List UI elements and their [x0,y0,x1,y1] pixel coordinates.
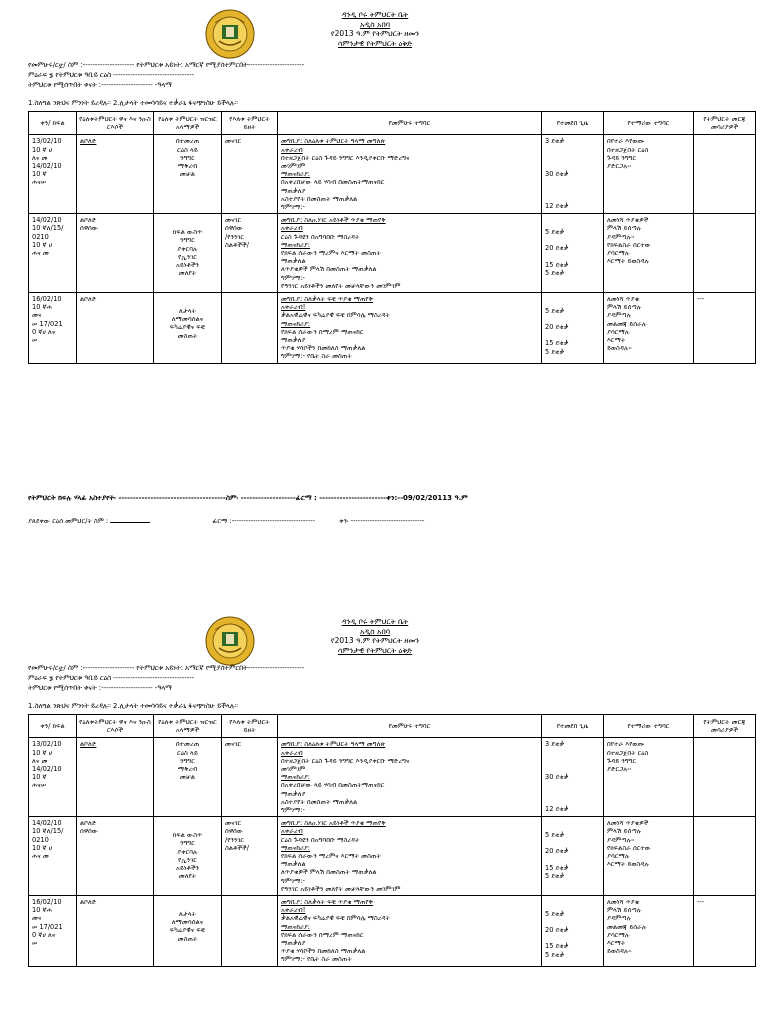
teacher-activity-line: ግምገማ:- [281,273,305,282]
teacher-activity-cell [278,214,542,293]
objective-line: አይነቶችን [176,864,199,873]
teacher-activity-line: መግቢያ: ስለዕለቱ ትምህርት ዓላማ መግለጽ [281,137,386,146]
objective-line: ያቀርባሉ [177,847,198,856]
objectives-cell [154,135,222,214]
objective-line: ማቅረብ [177,162,198,171]
objective-line: ርዕስ ላይ [177,145,198,154]
objective-line: ለታላት [178,910,197,919]
department-head-comment: የትምህርት ክፍሉ ሃላፊ አስተያየት፡ -------------------------------------ስም፡ -------------------ፊርማ : -----------------------ቀን:--09/02/20113 ዓ.ም [28,494,468,502]
city-name: አዲስ አበባ [359,19,391,29]
objective-line: 1.ስለግል ንጽህና ምንነት ይረዳሉ። 2.ሊታላት ተመሳሳይና ተቃራኒ ፋናጭነስሁ ይችላሉ። [28,99,238,107]
student-activity-line: ይወስዳሉ። [607,947,632,956]
topic-cell [77,135,154,214]
teacher-activity-line: ማጠናከሪያ: [281,240,311,249]
column-header: የተማሪው ተግባር [604,112,694,135]
objective-line: በተመረጠ [175,740,200,749]
objective-line: ማቅረብ [177,765,198,774]
date-line: ሐና መ [32,249,49,258]
teacher-activity-line: ግምገማ:- የቤት ስራ መስጠት [281,955,352,964]
aids-line: --- [697,295,705,304]
topic-cell [77,896,154,967]
student-activity-line: ያዳምጣሉ [607,914,632,923]
date-line: 10 ኛሐ [32,906,52,915]
objective-line: 1.ስለግል ንጽህና ምንነት ይረዳሉ። 2.ሊታላት ተመሳሳይና ተቃራኒ ፋናጭነስሁ ይችላሉ። [28,702,238,710]
teacher-activity-line: የክፍል ሰራውን በማረም ማጠናከር [281,327,364,336]
student-activity-line: ለመነሻ ጥያቄዎች [607,819,649,828]
table-row [29,738,756,817]
column-header: የትምህርት መርጃ መሳሪያዎች [694,715,756,738]
student-activity-line: ያሳርማሉ [607,852,630,861]
academic-year: የ2013 ዓ.ም የትምህርት ዘመን [330,29,420,39]
objective-line: ክፍል ውስጥ [172,228,203,237]
student-activity-line: እርማት [607,939,626,948]
objective-line: ለማመሳሰልና [171,918,204,927]
date-line: መና [32,914,42,923]
teacher-activity-line: ቃልአዊሬዊና ፍካሬያዊ ፍቺ በምሳሌ ማስረዳት [281,914,390,923]
student-activity-line: ያዳምጣሉ [607,311,632,320]
teacher-activity-line: አስተያየት በመስጠት ማጠቃለል [281,194,358,203]
date-line: 14/02/10 [32,216,62,225]
date-class-cell [29,896,77,967]
date-line: ሐና መ [32,852,49,861]
student-activity-line: መልመጃ ይሰራሉ [607,319,647,328]
objective-line: ንግግር [180,236,195,245]
column-header: የመምሁሩ ተግባር [278,112,542,135]
teacher-activity-line: መግቢያ: ስለዐ.ነገር አይነቶች ጥያቄ ማጠየቅ [281,216,386,225]
aids-cell [694,135,756,214]
teacher-activity-line: ማጠቃለያ [281,789,306,798]
week-line: ምዕራፍ ፮ የትምህርቱ ዓቢይ ርዕስ --------------------------------- [28,71,195,79]
time-line: 20 ደቂቃ [545,244,569,253]
objective-line: ንግግር [180,153,195,162]
teacher-activity-cell [278,817,542,896]
date-line: 10 ኛለ/15/ [32,224,64,233]
teacher-activity-line: ማጠናከሪያ: [281,319,311,328]
teacher-activity-line: ማጠቃለል [281,860,306,869]
student-activity-line: ያሳርማሉ [607,930,630,939]
column-header: ቀን/ ክፍል [29,112,77,135]
topic-cell [77,817,154,896]
principal-name-label: ያጸደቀው ርዕሰ መምህር/ት ስም : [28,517,109,525]
content-line: ሰዋሰው [225,224,244,233]
student-activity-line: እርማት ይወስዳሉ [607,257,650,266]
date-line: 0 ኛሀ ለና [32,930,56,939]
objective-line: በተመረጠ [175,137,200,146]
time-line: 30 ደቂቃ [545,169,569,178]
student-activity-line: ያሳርማሉ [607,249,630,258]
date-line: 16/02/10 [32,898,62,907]
objective-line: ፍካሬያዊና ፍቺ [169,323,206,332]
student-activity-line: ያድርጋሉ። [607,765,632,774]
table-row [29,293,756,364]
teacher-activity-line: ማጠናከሪያ: [281,773,311,782]
aids-cell [694,214,756,293]
teacher-activity-line: በአቀረበቻው ላይ ሃሳብ በመስጠትማጠናከር [281,781,385,790]
column-header: የእለቱ ትምህርት ይዘት [222,715,278,738]
student-activity-line: ምላሽ ይሰጣሉ [607,303,642,312]
teacher-activity-line: አቀራረብ [281,748,303,757]
student-activity-cell [604,817,694,896]
time-line: 20 ደቂቃ [545,926,569,935]
content-cell [222,135,278,214]
table-header-row [29,112,756,135]
lesson-plan-page-2 [0,607,768,1024]
teacher-activity-line: ማጠናከሪያ: [281,843,311,852]
school-name: ዳንዲ ቦሩ ትምህርት ቤት [341,10,409,19]
teacher-activity-cell [278,896,542,967]
student-activity-line: እርማት ይወስዳሉ [607,860,650,869]
student-activity-line: ምላሽ ይሰጣሉ [607,906,642,915]
content-line: ስልቶችች/ [225,240,249,249]
topic-line: ልቦለድ [80,216,97,225]
date-line: 10 ኛ ሀ [32,145,53,154]
date-line: ሐናሠ [32,781,47,790]
topic-line: ልቦለድ [80,295,97,304]
column-header: የመምሁሩ ተግባር [278,715,542,738]
date-line: ሠ [32,939,38,948]
teacher-activity-line: አቀራረብ [281,827,303,836]
date-line: 10 ኛ [32,170,47,179]
topic-line: ሰዋሰው [80,827,99,836]
student-activity-line: ጉዳይ ንግግር [607,153,637,162]
objective-line: ርዕስ ላይ [177,748,198,757]
date-line: ሠ [32,336,38,345]
content-line: መናገር [225,137,242,146]
time-line: 15 ደቂቃ [545,942,569,951]
objectives-cell [154,214,222,293]
teacher-activity-line: መገምገም [281,162,306,171]
time-line: 5 ደቂቃ [545,347,565,356]
table-row [29,135,756,214]
objective-line: መቻል [179,773,196,782]
time-line: 20 ደቂቃ [545,323,569,332]
date-line: ሠ 17/021 [32,922,63,931]
column-header: የዕለቱ ትምህርት ዝርዝር አላማዎች [154,715,222,738]
objectives-cell [154,817,222,896]
teacher-activity-line: አስተያየት በመስጠት ማጠቃለል [281,797,358,806]
topic-line: ልቦለድ [80,740,97,749]
aids-cell [694,896,756,967]
topic-line: ሰዋሰው [80,224,99,233]
date-class-cell [29,738,77,817]
student-activity-line: ያሳርማሉ [607,327,630,336]
date-line: 13/02/10 [32,740,62,749]
topic-cell [77,214,154,293]
teacher-activity-cell [278,135,542,214]
teacher-activity-line: መግቢያ: ስለቃላት ፍቺ ጥያቄ ማጠየቅ [281,898,374,907]
content-line: ሰዋሰው [225,827,244,836]
teacher-activity-line: በአቀረበቻው ላይ ሃሳብ በመስጠትማጠናከር [281,178,385,187]
date-line: 16/02/10 [32,295,62,304]
date-line: 13/02/10 [32,137,62,146]
content-cell [222,817,278,896]
date-line: 10 ኛሐ [32,303,52,312]
teacher-activity-line: ማጠቃለል [281,257,306,266]
table-header-row [29,715,756,738]
teacher-activity-line: አቀራረብ! [281,906,306,915]
content-line: መናገር [225,216,242,225]
teacher-line: የመምሁሩ/ርቷ/ ስም :--------------------- የትምህርቱ አይነት: አማርኛ የሚያስተምርበት----------------------- [28,61,305,69]
content-line: ስልቶችች/ [225,843,249,852]
lesson-plan-table [28,714,756,967]
time-cell [542,738,604,817]
student-activity-line: ለመነሻ ጥያቄዎች [607,216,649,225]
date-line: 14/02/10 [32,765,62,774]
date-line: 0 ኛሀ ለና [32,327,56,336]
date-line: 10 ኛለ/15/ [32,827,64,836]
objective-line: መቻል [179,170,196,179]
aids-cell [694,738,756,817]
teacher-activity-line: የክፍል ሰራውን ማረምና እርማት መስጠት [281,249,381,258]
time-line: 5 ደቂቃ [545,268,565,277]
column-header: የትምህርት መርጃ መሳሪያዎች [694,112,756,135]
teacher-activity-line: የዓንገር አይነቶችን መለየት መቻላቸውን መገምገም [281,281,401,290]
teacher-activity-line: ማጠናከሪያ: [281,170,311,179]
teacher-activity-line: ጥያቄ ሃሳቦችን በመከለስ ማጠቃለል [281,344,366,353]
date-line: ለና መ [32,756,48,765]
student-activity-line: ምላሽ ይሰጣሉ [607,827,642,836]
objectives-cell [154,738,222,817]
student-activity-line: ያድርጋሉ። [607,162,632,171]
content-line: /የንንገር [225,835,245,844]
student-activity-cell [604,293,694,364]
date-line: 14/02/10 [32,819,62,828]
time-line: 5 ደቂቃ [545,307,565,316]
date-class-cell [29,214,77,293]
time-cell [542,135,604,214]
time-line: 5 ደቂቃ [545,831,565,840]
objective-line: መስጠት [177,331,198,340]
date-line: ሐናሠ [32,178,47,187]
student-activity-line: ያዳምጣሉ። [607,835,635,844]
date-line: 0210 [32,835,49,844]
lesson-plan-table [28,111,756,364]
content-line: መናገር [225,819,242,828]
date-line: 10 ኛ ሀ [32,843,53,852]
objective-line: ንግግር [180,839,195,848]
content-cell [222,738,278,817]
date-class-cell [29,293,77,364]
teacher-activity-line: መገምገም [281,765,306,774]
objective-line: የኢንገር [178,855,197,864]
column-header: የዕለቱትምህርት ዋና እና ንዑስ ርእሶች [77,112,154,135]
column-header: የተመደበ ጊዜ [542,715,604,738]
time-cell [542,896,604,967]
student-activity-line: ለመነሻ ጥያቄ [607,898,640,907]
teacher-activity-line: ለጥያቄዎች ምላሽ በመስጠት ማጠቃለል [281,265,377,274]
student-activity-line: በተዘጋጀበት ርዕስ [607,145,649,154]
date-class-cell [29,135,77,214]
school-header [300,617,450,655]
column-header: ቀን/ ክፍል [29,715,77,738]
time-line: 15 ደቂቃ [545,863,569,872]
teacher-activity-line: ግምገማ:- [281,806,305,815]
principal-signature-label: ፊርማ :----------------------------------- [212,517,315,525]
content-cell [222,896,278,967]
objective-line: ለማመሳሰልና [171,315,204,324]
teacher-activity-line: ማጠቃለያ [281,336,306,345]
time-cell [542,214,604,293]
time-line: 5 ደቂቃ [545,871,565,880]
objective-line: ለታላት [178,307,197,316]
time-line: 5 ደቂቃ [545,950,565,959]
objective-line: መለየት [178,872,197,881]
student-activity-cell [604,214,694,293]
objective-line: የኢንገር [178,252,197,261]
objective-line: ክፍል ውስጥ [172,831,203,840]
date-line: 10 ኛ [32,773,47,782]
student-activity-cell [604,738,694,817]
teacher-activity-line: ማጠናከሪያ: [281,922,311,931]
student-activity-line: በየተራ እየወጡ [607,740,644,749]
student-activity-cell [604,896,694,967]
teacher-activity-cell [278,293,542,364]
school-seal-icon [205,9,255,59]
city-name: አዲስ አበባ [359,626,391,636]
column-header: የዕለቱትምህርት ዋና እና ንዑስ ርእሶች [77,715,154,738]
column-header: የእለቱ ትምህርት ይዘት [222,112,278,135]
objective-line: ፍካሬያዊና ፍቺ [169,926,206,935]
time-line: 12 ደቂቃ [545,804,569,813]
time-cell [542,817,604,896]
student-activity-line: መልመጃ ይሰራሉ [607,922,647,931]
time-line: 5 ደቂቃ [545,910,565,919]
teacher-activity-line: ማጠቃለያ [281,186,306,195]
teacher-activity-line: አቀራረብ! [281,303,306,312]
teacher-activity-line: ግምገማ:- [281,876,305,885]
date-line: ሠ 17/021 [32,319,63,328]
objective-line: ያቀርባሉ [177,244,198,253]
student-activity-line: የክፍልስራ ሰርተው [607,843,652,852]
topic-line: ልቦለድ [80,898,97,907]
teacher-activity-line: ግምገማ:- የቤት ስራ መስጠት [281,352,352,361]
date-line: 10 ኛ ሀ [32,240,53,249]
teacher-line: የመምሁሩ/ርቷ/ ስም :--------------------- የትምህርቱ አይነት: አማርኛ የሚያስተምርበት----------------------- [28,664,305,672]
week-line: ምዕራፍ ፮ የትምህርቱ ዓቢይ ርዕስ --------------------------------- [28,674,195,682]
column-header: የተመደበ ጊዜ [542,112,604,135]
table-row [29,896,756,967]
principal-date-label: ቀን፡ ------------------------------- [339,517,425,525]
topic-cell [77,293,154,364]
student-activity-cell [604,135,694,214]
time-line: 12 ደቂቃ [545,201,569,210]
periods-line: ትምህርቱ የሚሰጥበት ቀናት :--------------------- -ዓላማ [28,81,172,89]
time-line: 5 ደቂቃ [545,228,565,237]
content-cell [222,293,278,364]
student-activity-line: ለመነሻ ጥያቄ [607,295,640,304]
student-activity-line: በየተራ እየወጡ [607,137,644,146]
periods-line: ትምህርቱ የሚሰጥበት ቀናት :--------------------- -ዓላማ [28,684,172,692]
time-line: 3 ደቂቃ [545,137,565,146]
table-row [29,214,756,293]
student-activity-line: ያዳምጣሉ። [607,232,635,241]
aids-cell [694,817,756,896]
content-cell [222,214,278,293]
content-line: /የንንገር [225,232,245,241]
teacher-activity-line: ለጥያቄዎች ምላሽ በመስጠት ማጠቃለል [281,868,377,877]
topic-line: ልቦለድ [80,137,97,146]
topic-line: ልቦለድ [80,819,97,828]
teacher-activity-line: ግምገማ:- [281,203,305,212]
objectives-cell [154,293,222,364]
teacher-activity-line: መግቢያ: ስለዕለቱ ትምህርት ዓላማ መግለጽ [281,740,386,749]
teacher-activity-line: አቀራረብ [281,145,303,154]
academic-year: የ2013 ዓ.ም የትምህርት ዘመን [330,636,420,646]
content-line: መናገር [225,740,242,749]
table-row [29,817,756,896]
aids-cell [694,293,756,364]
student-activity-line: ጉዳይ ንግግር [607,756,637,765]
objective-line: አይነቶችን [176,261,199,270]
teacher-activity-line: መግቢያ: ስለቃላት ፍቺ ጥያቄ ማጠየቅ [281,295,374,304]
objective-line: ንግግር [180,756,195,765]
student-activity-line: በተዘጋጀበት ርዕስ [607,748,649,757]
teacher-activity-line: በተዘጋጀበት ርዕስ ጉዳይ ንግግር እንዲያቀርቡ ማድረግና [281,153,410,162]
date-line: 10 ኛ ሀ [32,748,53,757]
teacher-activity-cell [278,738,542,817]
teacher-activity-line: ርዕስ ጉዳዩን በአግባበቡ ማስረዳት [281,232,360,241]
teacher-activity-line: ጥያቄ ሃሳቦችን በመከለስ ማጠቃለል [281,947,366,956]
teacher-activity-line: የክፍል ሰራውን በማረም ማጠናከር [281,930,364,939]
objectives-cell [154,896,222,967]
objective-line: መለየት [178,269,197,278]
time-line: 20 ደቂቃ [545,847,569,856]
time-line: 3 ደቂቃ [545,740,565,749]
teacher-activity-line: የክፍል ሰራውን ማረምና እርማት መስጠት [281,852,381,861]
teacher-activity-line: ማጠቃለያ [281,939,306,948]
column-header: የዕለቱ ትምህርት ዝርዝር አላማዎች [154,112,222,135]
time-line: 30 ደቂቃ [545,772,569,781]
teacher-activity-line: ርዕስ ጉዳዩን በአግባበቡ ማስረዳት [281,835,360,844]
topic-cell [77,738,154,817]
date-class-cell [29,817,77,896]
plan-title: ሳምንታዊ የትምህርት ዕቅድ [337,645,413,655]
time-cell [542,293,604,364]
date-line: 14/02/10 [32,162,62,171]
time-line: 15 ደቂቃ [545,339,569,348]
teacher-activity-line: በተዘጋጀበት ርዕስ ጉዳይ ንግግር እንዲያቀርቡ ማድረግና [281,756,410,765]
date-line: 0210 [32,232,49,241]
teacher-activity-line: አቀራረብ [281,224,303,233]
plan-title: ሳምንታዊ የትምህርት ዕቅድ [337,38,413,48]
principal-approval [28,517,424,526]
teacher-activity-line: ቃልአዊሬዊና ፍካሬያዊ ፍቺ በምሳሌ ማስረዳት [281,311,390,320]
student-activity-line: እርማት [607,336,626,345]
date-line: ለና መ [32,153,48,162]
teacher-activity-line: መግቢያ: ስለዐ.ነገር አይነቶች ጥያቄ ማጠየቅ [281,819,386,828]
teacher-activity-line: የዓንገር አይነቶችን መለየት መቻላቸውን መገምገም [281,884,401,893]
school-name: ዳንዲ ቦሩ ትምህርት ቤት [341,617,409,626]
date-line: መና [32,311,42,320]
column-header: የተማሪው ተግባር [604,715,694,738]
school-header [300,10,450,48]
time-line: 15 ደቂቃ [545,260,569,269]
student-activity-line: ምላሽ ይሰጣሉ [607,224,642,233]
student-activity-line: የክፍልስራ ሰርተው [607,240,652,249]
student-activity-line: ይወስዳሉ። [607,344,632,353]
aids-line: --- [697,898,705,907]
objective-line: መስጠት [177,934,198,943]
school-seal-icon [205,616,255,666]
